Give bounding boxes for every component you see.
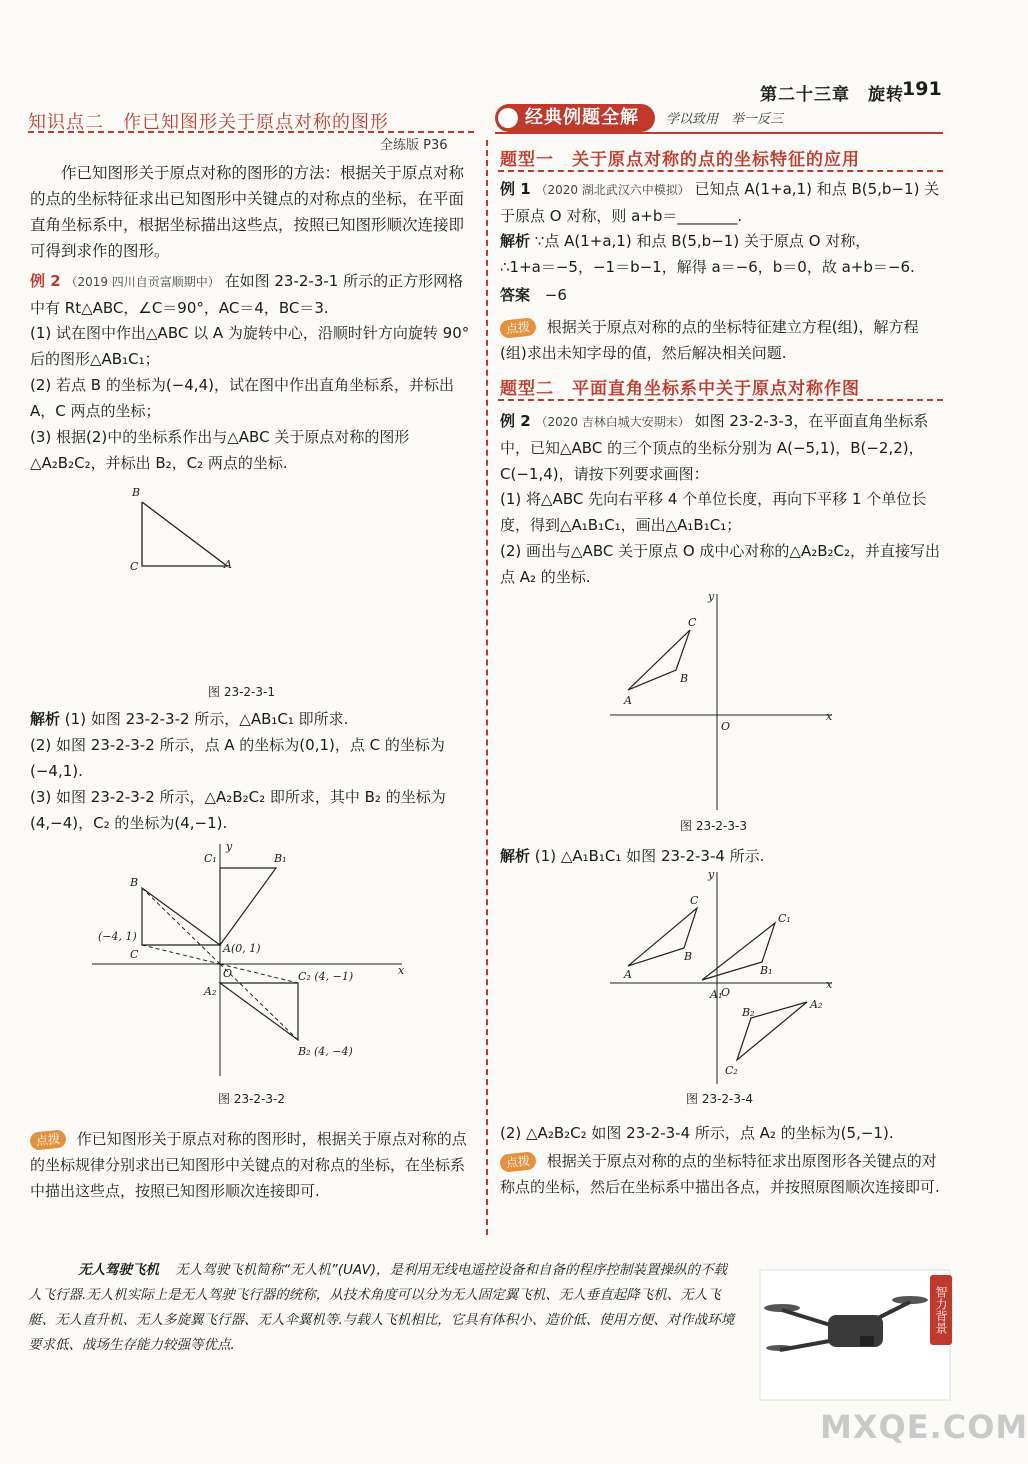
label-y: y	[708, 868, 715, 881]
topic-2-title: 题型二 平面直角坐标系中关于原点对称作图	[500, 379, 860, 399]
tip-text: 作已知图形关于原点对称的图形时，根据关于原点对称的点的坐标规律分别求出已知图形中关键点的对称点的坐标，在坐标系中描出这些点，按照已知图形顺次连接即可.	[30, 1130, 467, 1200]
example-question-1: (1) 将△ABC 先向右平移 4 个单位长度，再向下平移 1 个单位长度，得到△A₁B₁C₁，画出△A₁B₁C₁；	[500, 490, 927, 534]
label-x: x	[826, 710, 833, 723]
uav-title: 无人驾驶飞机	[78, 1262, 159, 1278]
label-b2: B₂	[742, 1006, 755, 1019]
example-2-right	[500, 408, 945, 487]
tip-badge: 点拨	[499, 1151, 537, 1173]
label-c2: C₂ (4, −1)	[298, 970, 354, 983]
label-o: O	[223, 967, 233, 980]
label-c: C	[130, 948, 139, 961]
banner-subtitle: 学以致用 举一反三	[666, 112, 784, 127]
side-tab: 智力背景	[930, 1275, 952, 1345]
label-b: B	[130, 876, 139, 889]
example-question-1: (1) 试在图中作出△ABC 以 A 为旋转中心，沿顺时针方向旋转 90°后的图形△AB₁C₁；	[30, 324, 470, 368]
solution-1	[500, 843, 945, 869]
tip-1	[500, 314, 945, 366]
label-b: B	[680, 672, 689, 685]
figure-caption: 图 23-2-3-3	[680, 819, 747, 833]
figure-caption: 图 23-2-3-4	[686, 1092, 753, 1106]
knowledge-point-title: 知识点二 作已知图形关于原点对称的图形	[28, 112, 389, 133]
label-c2: C₂	[725, 1064, 738, 1077]
label-b: B	[684, 950, 693, 963]
label-c: C	[130, 560, 139, 573]
triangle-a2b2c2	[220, 983, 298, 1040]
example-label: 例 2	[500, 412, 531, 430]
label-b: B	[132, 486, 141, 499]
topic-1-title: 题型一 关于原点对称的点的坐标特征的应用	[500, 150, 860, 170]
tip-2	[500, 1148, 945, 1200]
figure-caption: 图 23-2-3-2	[218, 1092, 285, 1106]
label-c1: C₁	[204, 852, 217, 865]
example-question-2: (2) 若点 B 的坐标为(−4,4)，试在图中作出直角坐标系，并标出 A，C 两点的坐标；	[30, 376, 454, 420]
dashed-line	[142, 945, 220, 964]
solution-label: 解析	[500, 232, 531, 250]
example-2-left	[30, 268, 475, 321]
banner-icon	[498, 108, 518, 128]
label-a: A	[624, 968, 632, 981]
answer-label: 答案	[500, 286, 531, 304]
example-source: （2020 湖北武汉六中模拟）	[535, 183, 690, 197]
example-label: 例 2	[30, 272, 61, 290]
example-1	[500, 176, 945, 229]
watermark: MXQE.COM	[820, 1408, 1028, 1446]
chapter-title: 第二十三章 旋转	[760, 85, 904, 105]
solution-text-2: ∴1+a＝−5，−1＝b−1，解得 a＝−6，b＝0，故 a+b＝−6.	[500, 258, 915, 276]
answer-value: −6	[544, 286, 567, 304]
example-stem: 如图 23-2-3-3，在平面直角坐标系中，已知△ABC 的三个顶点的坐标分别为 A(−5,1)，B(−2,2)，C(−1,4)，请按下列要求画图：	[500, 412, 929, 483]
dashed-line	[142, 888, 220, 964]
method-paragraph: 作已知图形关于原点对称的图形的方法：根据关于原点对称的点的坐标特征求出已知图形中关键点的对称点的坐标，在平面直角坐标系中，根据坐标描出这些点，按照已知图形顺次连接即可得到求作的图形。	[30, 164, 465, 260]
divider	[495, 132, 943, 134]
solution-label: 解析	[500, 847, 531, 865]
column-divider	[486, 140, 488, 1235]
label-a: A	[624, 694, 632, 707]
example-stem: 在如图 23-2-3-1 所示的正方形网格中有 Rt△ABC，∠C＝90°，AC＝4，BC＝3.	[30, 272, 464, 317]
reference-label: 全练版 P36	[380, 138, 448, 153]
label-o: O	[721, 986, 731, 999]
triangle-ab1c1	[220, 868, 276, 945]
drone-body	[828, 1315, 883, 1347]
label-y: y	[708, 590, 715, 603]
label-c1: C₁	[778, 912, 791, 925]
solution-3: (3) 如图 23-2-3-2 所示，△A₂B₂C₂ 即所求，其中 B₂ 的坐标为(4,−4)，C₂ 的坐标为(4,−1).	[30, 788, 446, 832]
example-stem: 已知点 A(1+a,1) 和点 B(5,b−1) 关于原点 O 对称，则 a+b＝________.	[500, 180, 940, 225]
tip-badge: 点拨	[499, 317, 537, 339]
answer	[500, 282, 945, 308]
divider	[28, 131, 474, 133]
solution-text-1: ∵点 A(1+a,1) 和点 B(5,b−1) 关于原点 O 对称，	[534, 232, 871, 250]
label-c: C	[690, 894, 699, 907]
example-source: （2020 吉林白城大安期末）	[535, 415, 690, 429]
example-label: 例 1	[500, 180, 531, 198]
figure-23-2-3-2	[92, 840, 412, 1080]
solution-1	[30, 706, 475, 732]
label-a1: A₁	[710, 988, 723, 1001]
example-question-3: (3) 根据(2)中的坐标系作出与△ABC 关于原点对称的图形△A₂B₂C₂，并标出 B₂，C₂ 两点的坐标.	[30, 428, 410, 472]
drone-image	[760, 1270, 950, 1400]
divider	[498, 170, 943, 172]
label-b1: B₁	[760, 964, 773, 977]
label-x: x	[398, 964, 405, 977]
label-x: x	[826, 978, 833, 991]
label-o: O	[721, 720, 731, 733]
uav-text: 无人驾驶飞机简称“无人机”(UAV)，是利用无线电遥控设备和自备的程序控制装置操纵的不载人飞行器.无人机实际上是无人驾驶飞行器的统称，从技术角度可以分为无人固定翼飞机、无人垂直起降飞机、无人飞艇、无人直升机、无人多旋翼飞行器、无人伞翼机等.与载人飞机相比，它具有体积小、造价低、使用方便、对作战环境要求低、战场生存能力较强等优点.	[28, 1262, 735, 1353]
triangle-abc	[142, 888, 220, 945]
solution-2: (2) 如图 23-2-3-2 所示，点 A 的坐标为(0,1)，点 C 的坐标为(−4,1).	[30, 736, 445, 780]
solution-2: (2) △A₂B₂C₂ 如图 23-2-3-4 所示，点 A₂ 的坐标为(5,−1).	[500, 1124, 894, 1142]
label-a2: A₂	[204, 985, 217, 998]
label-a: A(0, 1)	[223, 942, 261, 955]
solution-label: 解析	[30, 710, 61, 728]
solution-text-1: (1) △A₁B₁C₁ 如图 23-2-3-4 所示.	[534, 847, 765, 865]
divider	[498, 399, 943, 401]
tip-text: 根据关于原点对称的点的坐标特征建立方程(组)，解方程(组)求出未知字母的值，然后解决相关问题.	[500, 318, 919, 362]
tip-badge: 点拨	[29, 1129, 67, 1151]
label-b1: B₁	[274, 852, 287, 865]
label-c: C	[688, 616, 697, 629]
figure-23-2-3-1	[120, 480, 260, 590]
camera	[860, 1336, 874, 1346]
example-source: （2019 四川自贡富顺期中）	[65, 275, 220, 289]
label-a2: A₂	[810, 998, 823, 1011]
figure-caption: 图 23-2-3-1	[208, 685, 275, 699]
label-a: A	[224, 558, 232, 571]
section-banner: 经典例题全解	[495, 104, 655, 132]
solution-text-1: (1) 如图 23-2-3-2 所示，△AB₁C₁ 即所求.	[64, 710, 349, 728]
figure-23-2-3-3	[610, 590, 840, 815]
figure-23-2-3-4	[610, 868, 840, 1088]
example-1-solution	[500, 228, 945, 254]
tip-left	[30, 1126, 475, 1204]
example-question-2: (2) 画出与△ABC 关于原点 O 成中心对称的△A₂B₂C₂，并直接写出点 A₂ 的坐标.	[500, 542, 941, 586]
label-y: y	[226, 840, 233, 853]
background-box	[28, 1258, 740, 1388]
label-neg-4-1: (−4, 1)	[98, 930, 137, 943]
label-b2: B₂ (4, −4)	[298, 1045, 353, 1058]
page-number: 191	[902, 78, 942, 100]
tip-text: 根据关于原点对称的点的坐标特征求出原图形各关键点的对称点的坐标，然后在坐标系中描出各点，并按照原图顺次连接即可.	[500, 1152, 940, 1196]
triangle-abc	[142, 502, 227, 566]
